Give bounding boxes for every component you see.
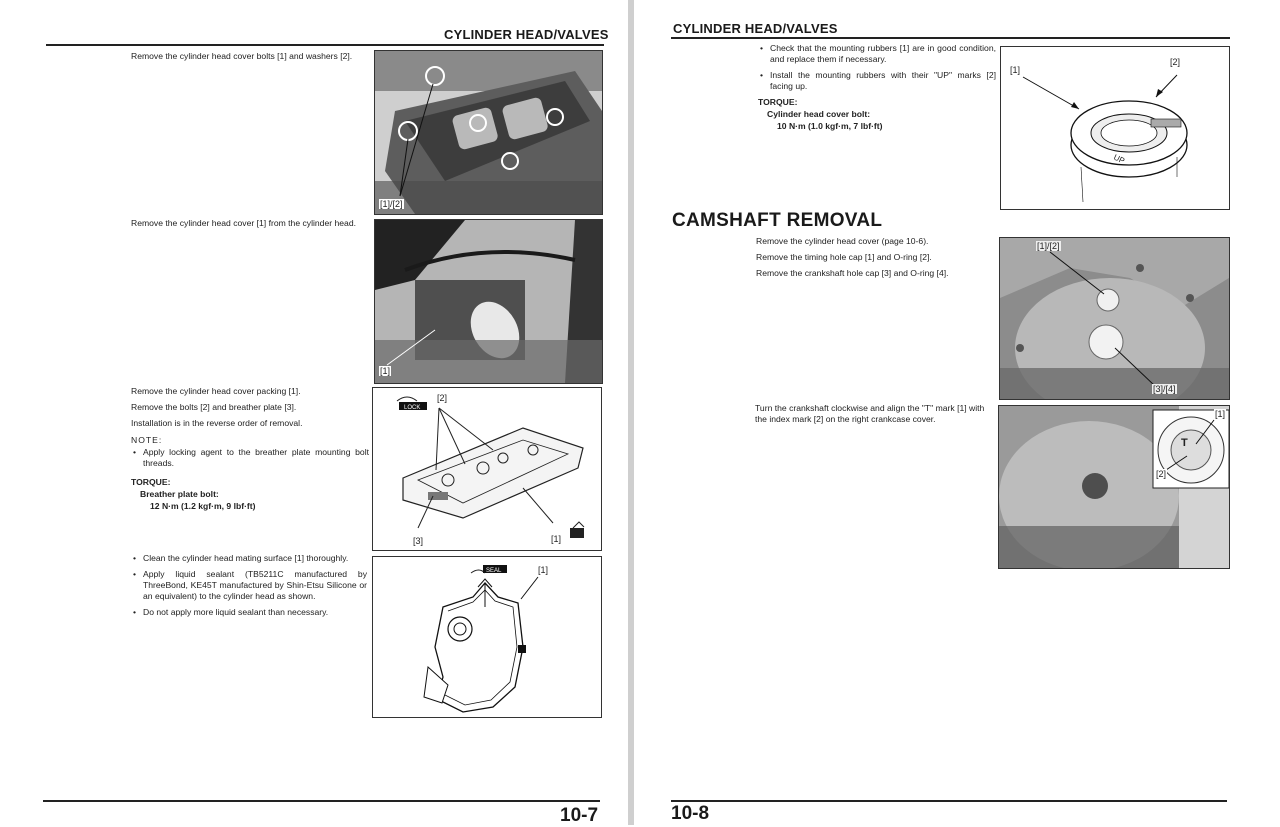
torque-item-left: Breather plate bolt: <box>140 489 219 499</box>
fig3-label-2: [2] <box>437 393 448 403</box>
seal-tag: SEAL <box>486 568 502 574</box>
figure-cover-packing <box>372 387 602 551</box>
step4-bullet3: • Do not apply more liquid sealant than necessary. <box>131 607 367 618</box>
torque-heading-left: TORQUE: <box>131 477 171 487</box>
lock-tag: LOCK <box>404 405 421 411</box>
fig3-label-3: [3] <box>413 536 424 546</box>
figure-t-mark <box>998 405 1230 569</box>
figure-sealant <box>372 556 602 718</box>
step1-text: Remove the cylinder head cover bolts [1] and washers [2]. <box>131 51 353 61</box>
torque-value-left: 12 N·m (1.2 kgf·m, 9 lbf·ft) <box>150 501 256 511</box>
fig7-label-2: [2] <box>1156 469 1167 479</box>
step3-line1: Remove the cylinder head cover packing [1]. <box>131 386 301 396</box>
left-page <box>0 0 628 825</box>
cam-line3: Remove the crankshaft hole cap [3] and O-ring [4]. <box>756 268 949 278</box>
crankcase-photo-1 <box>1000 238 1229 399</box>
figure-mounting-rubber <box>1000 46 1230 210</box>
fig5-label-1: [1] <box>1010 65 1021 75</box>
fig5-label-2: [2] <box>1170 57 1181 67</box>
fig3-label-1: [1] <box>551 534 562 544</box>
cam-steps <box>756 236 996 284</box>
rubbers-bullet2: • Install the mounting rubbers with their "UP" marks [2] facing up. <box>758 70 996 92</box>
right-page-header: CYLINDER HEAD/VALVES <box>673 21 838 36</box>
cam-line2: Remove the timing hole cap [1] and O-ring [2]. <box>756 252 932 262</box>
right-header-rule <box>671 37 1230 39</box>
figure-head-cover-bolts <box>374 50 603 215</box>
left-footer-rule <box>43 800 600 802</box>
turn-crankshaft-text: Turn the crankshaft clockwise and align the "T" mark [1] with the index mark [2] on the right crankcase cover. <box>755 403 985 424</box>
left-header-rule <box>46 44 604 46</box>
cam-line1: Remove the cylinder head cover (page 10-6). <box>756 236 929 246</box>
right-footer-rule <box>671 800 1227 802</box>
rubbers-block <box>758 43 996 132</box>
note-heading: NOTE: <box>131 435 163 445</box>
fig2-label: [1] <box>380 366 391 376</box>
step4-block <box>131 553 367 623</box>
t-mark: T <box>1181 437 1188 449</box>
step2-text: Remove the cylinder head cover [1] from the cylinder head. <box>131 218 356 228</box>
torque-value-right: 10 N·m (1.0 kgf·m, 7 lbf·ft) <box>777 121 883 131</box>
figure-remove-cover <box>374 219 603 384</box>
torque-heading-right: TORQUE: <box>758 97 798 107</box>
sealant-drawing <box>373 557 601 717</box>
note-bullet: • Apply locking agent to the breather plate mounting bolt threads. <box>131 447 369 469</box>
fig7-label-1: [1] <box>1215 409 1226 419</box>
step4-bullet1: • Clean the cylinder head mating surface [1] thoroughly. <box>131 553 367 564</box>
left-page-header: CYLINDER HEAD/VALVES <box>444 27 609 42</box>
left-page-number: 10-7 <box>560 805 599 826</box>
rubber-drawing <box>1001 47 1229 209</box>
fig1-label: [1]/[2] <box>380 199 403 209</box>
right-page-number: 10-8 <box>671 803 710 824</box>
seal-icon <box>471 565 507 574</box>
figure-hole-caps <box>999 237 1230 400</box>
cover-drawing <box>373 388 601 550</box>
rubbers-bullet1: • Check that the mounting rubbers [1] are in good condition, and replace them if necessary. <box>758 43 996 65</box>
fig4-label-1: [1] <box>538 565 549 575</box>
fig6-label-bottom: [3]/[4] <box>1153 384 1176 394</box>
engine-photo-2 <box>375 220 602 383</box>
crankcase-photo-2 <box>999 406 1229 568</box>
grease-can-icon <box>570 522 584 538</box>
step3-line3: Installation is in the reverse order of removal. <box>131 418 303 428</box>
step3-block <box>131 386 369 512</box>
section-title-camshaft-removal: CAMSHAFT REMOVAL <box>672 210 883 231</box>
step3-line2: Remove the bolts [2] and breather plate [3]. <box>131 402 297 412</box>
lock-icon <box>397 397 427 411</box>
step4-bullet2: • Apply liquid sealant (TB5211C manufactured by ThreeBond, KE45T manufactured by Shin-Etsu Silicone or an equivalent) to the cylinder head as shown. <box>131 569 367 602</box>
right-page <box>634 0 1280 825</box>
torque-item-right: Cylinder head cover bolt: <box>767 109 871 119</box>
up-mark: UP <box>1112 152 1127 166</box>
engine-photo-1 <box>375 51 602 214</box>
fig6-label-top: [1]/[2] <box>1037 241 1060 251</box>
